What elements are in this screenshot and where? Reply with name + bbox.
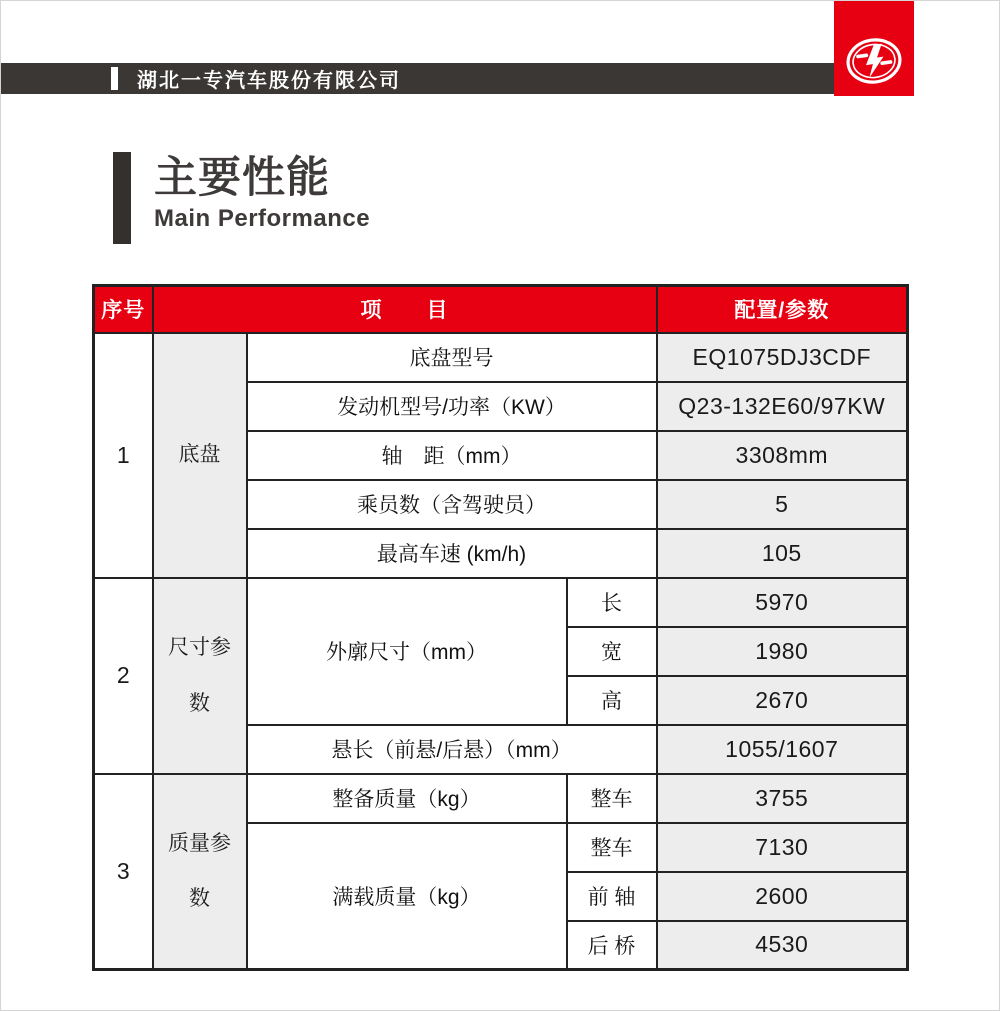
cell-value: 105 — [657, 529, 908, 578]
table-header-row — [94, 286, 908, 333]
table-row — [94, 333, 908, 382]
performance-table — [92, 284, 909, 971]
table-row — [94, 774, 908, 823]
cell-value: 7130 — [657, 823, 908, 872]
cell-item: 最高车速 (km/h) — [247, 529, 657, 578]
cell-value: Q23-132E60/97KW — [657, 382, 908, 431]
cell-value: 3308mm — [657, 431, 908, 480]
cell-seq: 1 — [94, 333, 153, 578]
cell-seq: 3 — [94, 774, 153, 970]
category-label: 底盘 — [178, 443, 221, 467]
header-cell-value: 配置/参数 — [657, 286, 908, 333]
cell-value: 3755 — [657, 774, 908, 823]
logo-block — [834, 1, 914, 96]
cell-sub-label: 后 桥 — [567, 921, 657, 970]
company-logo-icon — [843, 33, 905, 89]
table-row — [94, 578, 908, 627]
title-wrap — [154, 154, 370, 233]
header-cell-no: 序号 — [94, 286, 153, 333]
cell-value: 4530 — [657, 921, 908, 970]
title-accent-bar — [113, 152, 131, 244]
page-subtitle: Main Performance — [154, 205, 371, 233]
cell-sub-label: 高 — [567, 676, 657, 725]
cell-item: 悬长（前悬/后悬）（mm） — [247, 725, 657, 774]
top-bar — [1, 63, 834, 94]
category-label: 质量参数 — [168, 831, 231, 911]
cell-sub-label: 长 — [567, 578, 657, 627]
category-label: 尺寸参数 — [168, 635, 231, 715]
cell-item: 发动机型号/功率（KW） — [247, 382, 657, 431]
cell-sub-label: 整车 — [567, 774, 657, 823]
company-name: 湖北一专汽车股份有限公司 — [137, 70, 401, 92]
cell-item: 满载质量（kg） — [247, 823, 567, 970]
cell-seq: 2 — [94, 578, 153, 774]
cell-item: 外廓尺寸（mm） — [247, 578, 567, 725]
header-cell-item: 项 目 — [153, 286, 657, 333]
cell-sub-label: 前 轴 — [567, 872, 657, 921]
page-title: 主要性能 — [154, 154, 330, 202]
cell-value: 5 — [657, 480, 908, 529]
cell-category — [153, 774, 247, 970]
cell-item: 乘员数（含驾驶员） — [247, 480, 657, 529]
cell-item: 底盘型号 — [247, 333, 657, 382]
cell-value: 1980 — [657, 627, 908, 676]
cell-sub-label: 宽 — [567, 627, 657, 676]
cell-value: 5970 — [657, 578, 908, 627]
cell-category — [153, 333, 247, 578]
cell-sub-label: 整车 — [567, 823, 657, 872]
cell-item: 轴 距（mm） — [247, 431, 657, 480]
cell-item: 整备质量（kg） — [247, 774, 567, 823]
cell-category — [153, 578, 247, 774]
cell-value: 2670 — [657, 676, 908, 725]
cell-value: 2600 — [657, 872, 908, 921]
title-tick — [111, 67, 118, 90]
cell-value: EQ1075DJ3CDF — [657, 333, 908, 382]
cell-value: 1055/1607 — [657, 725, 908, 774]
